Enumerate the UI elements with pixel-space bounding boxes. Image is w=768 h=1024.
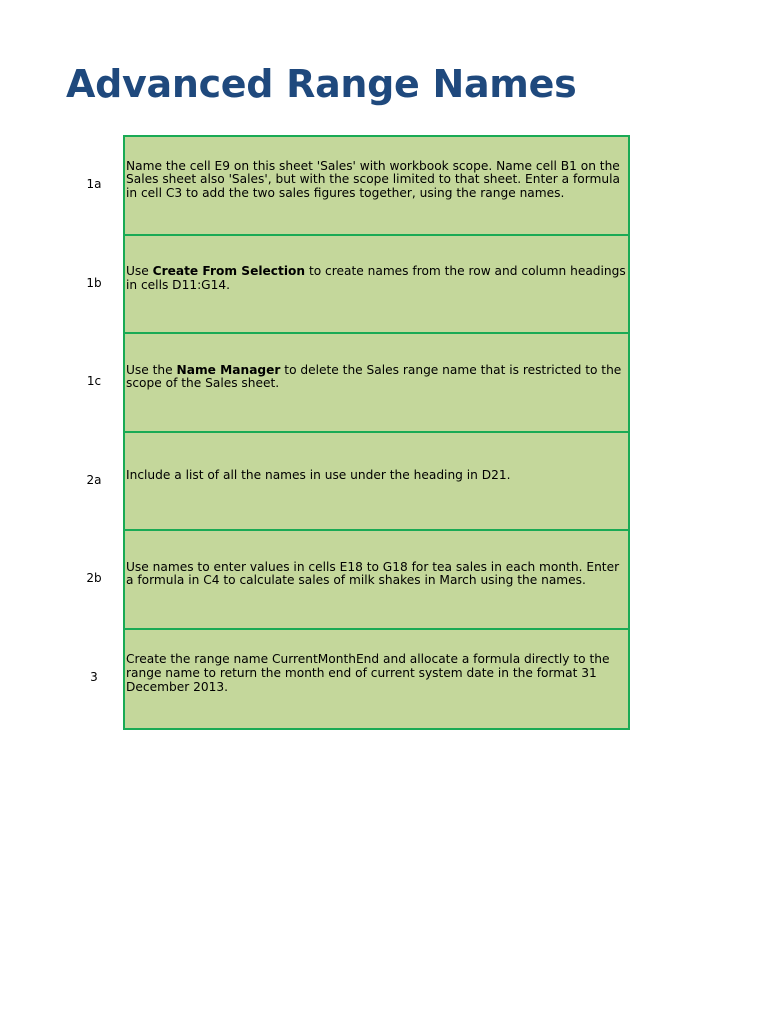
task-text-segment: to delete the Sales range name that is restricted to the scope of the Sales sheet. [126,362,622,391]
task-text-segment: Use [126,264,153,279]
task-cell-1c[interactable] [125,334,628,433]
task-text [125,160,628,211]
row-label-2b[interactable]: 2b [86,571,102,586]
task-text-segment: Use the [126,362,177,377]
task-text-segment: Use names to enter values in cells E18 to G18 for tea sales in each month. Enter a formula in C4 to calculate sales of milk shakes in March using the names. [126,559,620,588]
task-text-segment: Name the cell E9 on this sheet 'Sales' with workbook scope. Name cell B1 on the Sales sheet also 'Sales', but with the scope limited to that sheet. Enter a formula in cell C3 to add the two sales figures together, using the range names. [126,158,620,201]
task-text [125,265,628,302]
task-cell-3[interactable] [125,630,628,729]
page-title: Advanced Range Names [66,62,577,106]
task-text [125,561,628,598]
task-text-segment: Include a list of all the names in use under the heading in D21. [126,467,511,482]
row-label-column [64,135,124,726]
row-label-1a[interactable]: 1a [86,177,102,192]
task-text [125,364,628,401]
task-cell-2b[interactable] [125,531,628,630]
task-text-segment: to create names from the row and column headings in cells D11:G14. [126,264,626,292]
row-label-1b[interactable]: 1b [86,275,102,290]
task-text-bold-segment: Name Manager [176,362,281,377]
row-label-1c[interactable]: 1c [86,374,102,389]
task-cell-2a[interactable] [125,433,628,532]
row-label-2a[interactable]: 2a [86,472,102,487]
task-text [125,653,628,704]
task-text [125,469,513,493]
task-cell-1b[interactable] [125,236,628,335]
task-text-segment: Create the range name CurrentMonthEnd and allocate a formula directly to the range name to return the month end of current system date in the format 31 December 2013. [126,652,610,694]
task-table [123,135,630,730]
row-label-3[interactable]: 3 [90,669,98,684]
task-text-bold-segment: Create From Selection [152,264,306,279]
task-cell-1a[interactable] [125,137,628,236]
